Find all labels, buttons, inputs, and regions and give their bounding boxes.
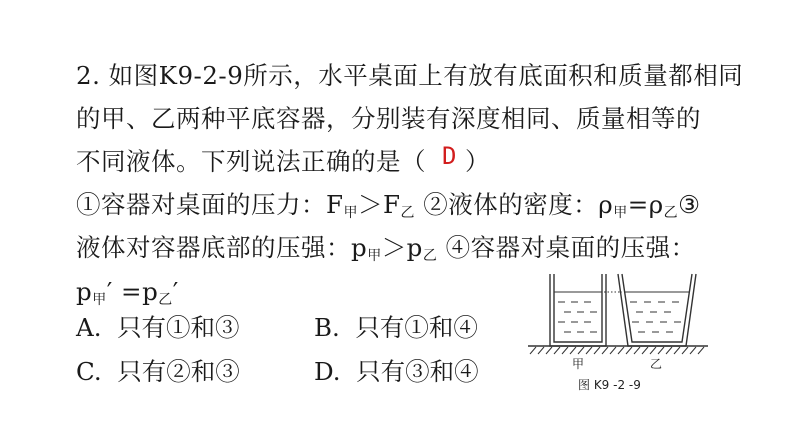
statement-2-compare: =ρ — [627, 190, 664, 219]
subscript-yi: 乙 — [663, 205, 679, 221]
subscript-jia: 甲 — [367, 248, 382, 264]
option-d-text: 只有③和④ — [356, 357, 479, 386]
option-b-label: B. — [314, 313, 340, 342]
statement-3-compare: ＞p — [381, 233, 423, 262]
subscript-yi: 乙 — [158, 292, 173, 308]
option-c-label: C. — [76, 357, 102, 386]
table-surface — [528, 346, 708, 354]
statement-4-p: p — [76, 277, 93, 306]
figure-caption: 图 K9 -2 -9 — [578, 378, 641, 392]
question-line-1: 2. 如图K9-2-9所示，水平桌面上有放有底面积和质量都相同 — [76, 61, 744, 90]
subscript-jia: 甲 — [343, 205, 358, 221]
answer-mark: D — [442, 142, 457, 170]
subscript-jia: 甲 — [92, 292, 107, 308]
statement-4-text: ④容器对桌面的压强： — [437, 233, 696, 262]
container-yi — [618, 274, 696, 346]
statement-2-text: ②液体的密度：ρ — [415, 190, 614, 219]
statement-4-prime: ′ — [172, 277, 179, 306]
statement-1-text: ①容器对桌面的压力：F — [76, 190, 344, 219]
option-b[interactable] — [314, 312, 478, 344]
subscript-jia: 甲 — [613, 205, 628, 221]
statement-3-text: 液体对容器底部的压强：p — [76, 233, 368, 262]
option-c[interactable] — [76, 356, 240, 388]
question-line-2: 的甲、乙两种平底容器，分别装有深度相同、质量相等的 — [76, 104, 701, 133]
question-line-6 — [76, 276, 179, 308]
option-d-label: D. — [314, 357, 341, 386]
label-jia: 甲 — [572, 357, 585, 371]
option-a-label: A. — [76, 313, 102, 342]
option-b-text: 只有①和④ — [355, 313, 478, 342]
option-a-text: 只有①和③ — [117, 313, 240, 342]
question-line-3-suffix: ） — [464, 147, 490, 176]
option-a[interactable] — [76, 312, 240, 344]
question-line-5 — [76, 232, 696, 264]
option-d[interactable] — [314, 356, 479, 388]
statement-3-marker: ③ — [678, 190, 701, 219]
subscript-yi: 乙 — [400, 205, 415, 221]
option-c-text: 只有②和③ — [117, 357, 240, 386]
question-line-3-prefix: 不同液体。下列说法正确的是（ — [76, 147, 426, 176]
container-jia — [550, 274, 606, 346]
question-line-3 — [76, 142, 490, 178]
label-yi: 乙 — [650, 357, 663, 371]
subscript-yi: 乙 — [422, 248, 438, 264]
question-line-4 — [76, 189, 701, 221]
statement-1-compare: ＞F — [358, 190, 401, 219]
statement-4-compare: ′ =p — [106, 277, 159, 306]
